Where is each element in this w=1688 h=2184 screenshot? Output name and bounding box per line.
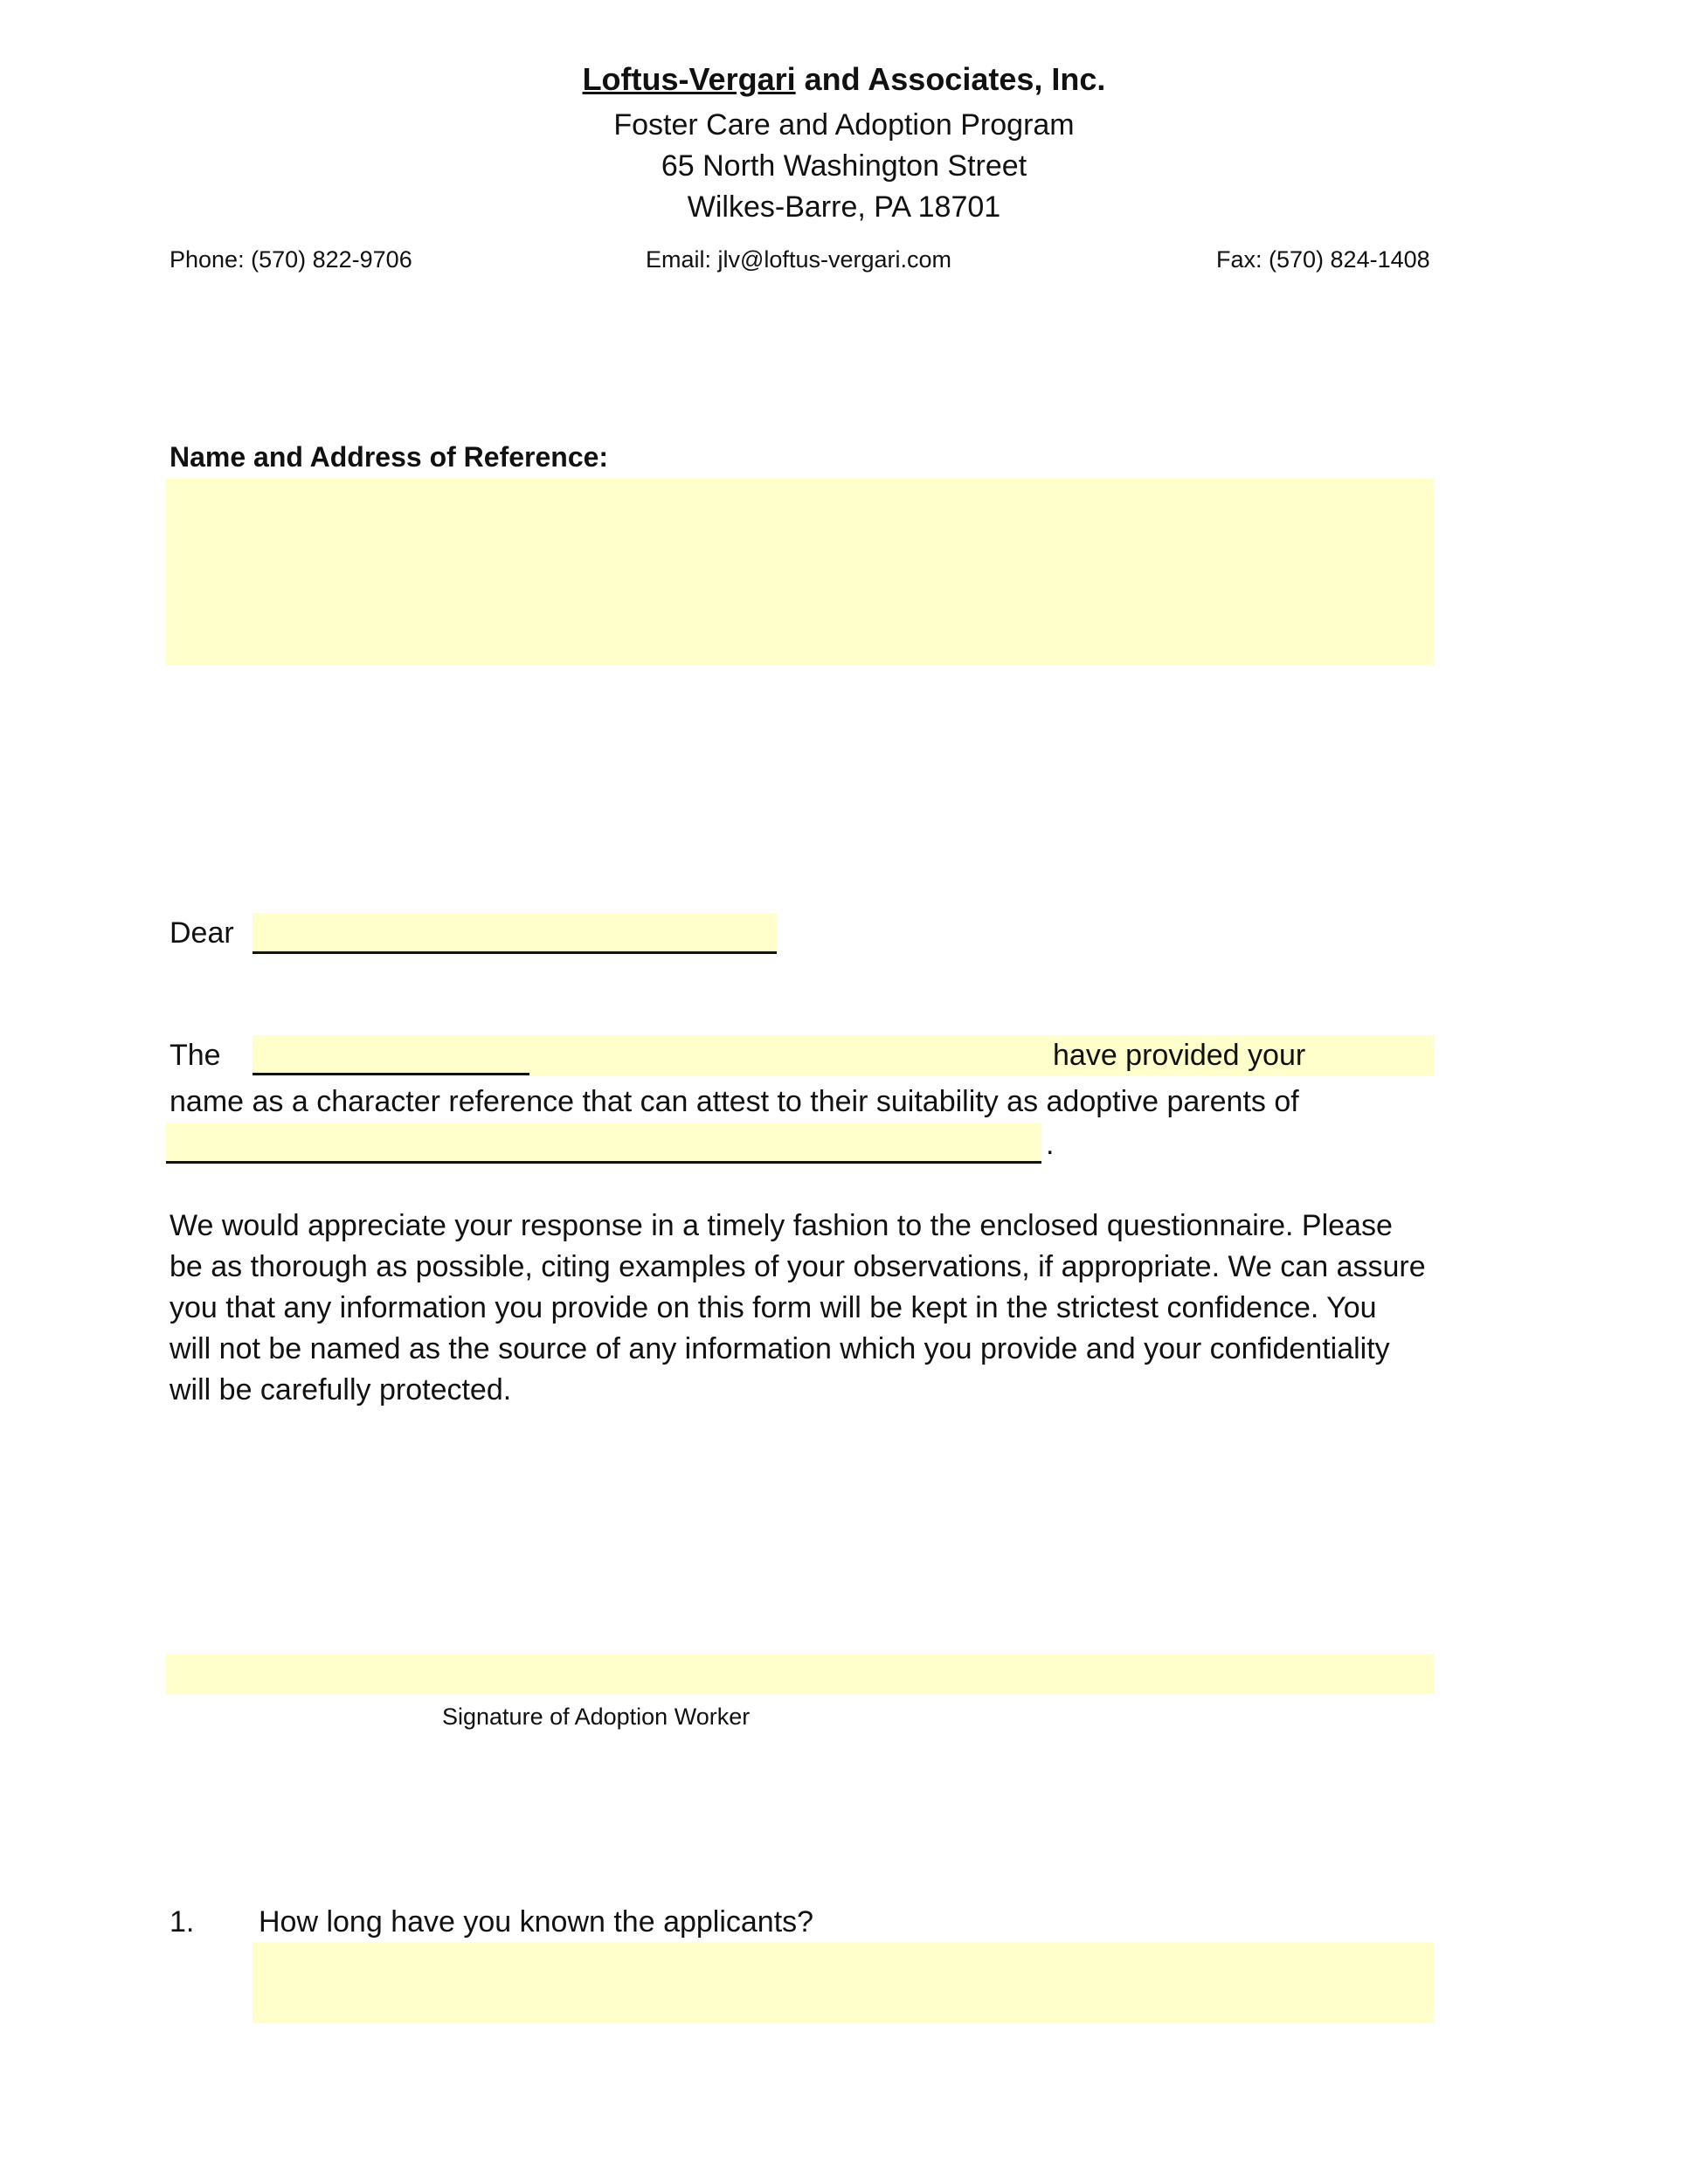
applicants-underline bbox=[253, 1073, 529, 1075]
org-name-part-2: and Associates bbox=[795, 61, 1034, 97]
paragraph-line: you that any information you provide on this form will be kept in the strictest confidence. You bbox=[169, 1291, 1377, 1324]
confidentiality-paragraph bbox=[169, 1206, 1426, 1411]
program-name: Foster Care and Adoption Program bbox=[613, 108, 1075, 142]
paragraph-line: will be carefully protected. bbox=[169, 1373, 512, 1406]
fax-number: Fax: (570) 824-1408 bbox=[1216, 246, 1430, 273]
phone-number: Phone: (570) 822-9706 bbox=[169, 246, 412, 273]
reference-field[interactable] bbox=[166, 479, 1435, 666]
org-name-part-1: Loftus-Vergari bbox=[582, 61, 796, 97]
city-address: Wilkes-Barre, PA 18701 bbox=[687, 190, 1001, 224]
signature-caption: Signature of Adoption Worker bbox=[442, 1704, 751, 1730]
question-number: 1. bbox=[169, 1905, 195, 1939]
applicants-input[interactable] bbox=[253, 1035, 1039, 1075]
provided-text: have provided your bbox=[1053, 1039, 1306, 1072]
question-text: How long have you known the applicants? bbox=[259, 1905, 814, 1939]
period-mark: . bbox=[1046, 1128, 1055, 1161]
character-reference-line: name as a character reference that can attest to their suitability as adoptive parents of bbox=[169, 1085, 1299, 1118]
the-label: The bbox=[169, 1039, 221, 1072]
signature-input[interactable] bbox=[166, 1654, 1435, 1694]
question-answer-field[interactable] bbox=[253, 1942, 1435, 2023]
paragraph-line: will not be named as the source of any information which you provide and your confidentiality bbox=[169, 1332, 1390, 1365]
dear-field[interactable] bbox=[253, 913, 777, 954]
reference-label: Name and Address of Reference: bbox=[169, 441, 609, 473]
email-address: Email: jlv@loftus-vergari.com bbox=[646, 246, 951, 273]
children-field[interactable] bbox=[166, 1123, 1041, 1164]
dear-label: Dear bbox=[169, 916, 234, 950]
paragraph-line: be as thorough as possible, citing examples of your observations, if appropriate. We can assure bbox=[169, 1250, 1426, 1283]
reference-input[interactable] bbox=[166, 479, 1435, 666]
paragraph-line: We would appreciate your response in a timely fashion to the enclosed questionnaire. Please bbox=[169, 1209, 1393, 1242]
question-answer-input[interactable] bbox=[253, 1942, 1435, 2023]
children-input[interactable] bbox=[166, 1123, 1041, 1161]
street-address: 65 North Washington Street bbox=[661, 149, 1027, 183]
org-name-part-3: , Inc. bbox=[1034, 61, 1106, 97]
signature-field[interactable] bbox=[166, 1654, 1435, 1694]
organization-name bbox=[0, 61, 1688, 98]
dear-input[interactable] bbox=[253, 913, 777, 951]
